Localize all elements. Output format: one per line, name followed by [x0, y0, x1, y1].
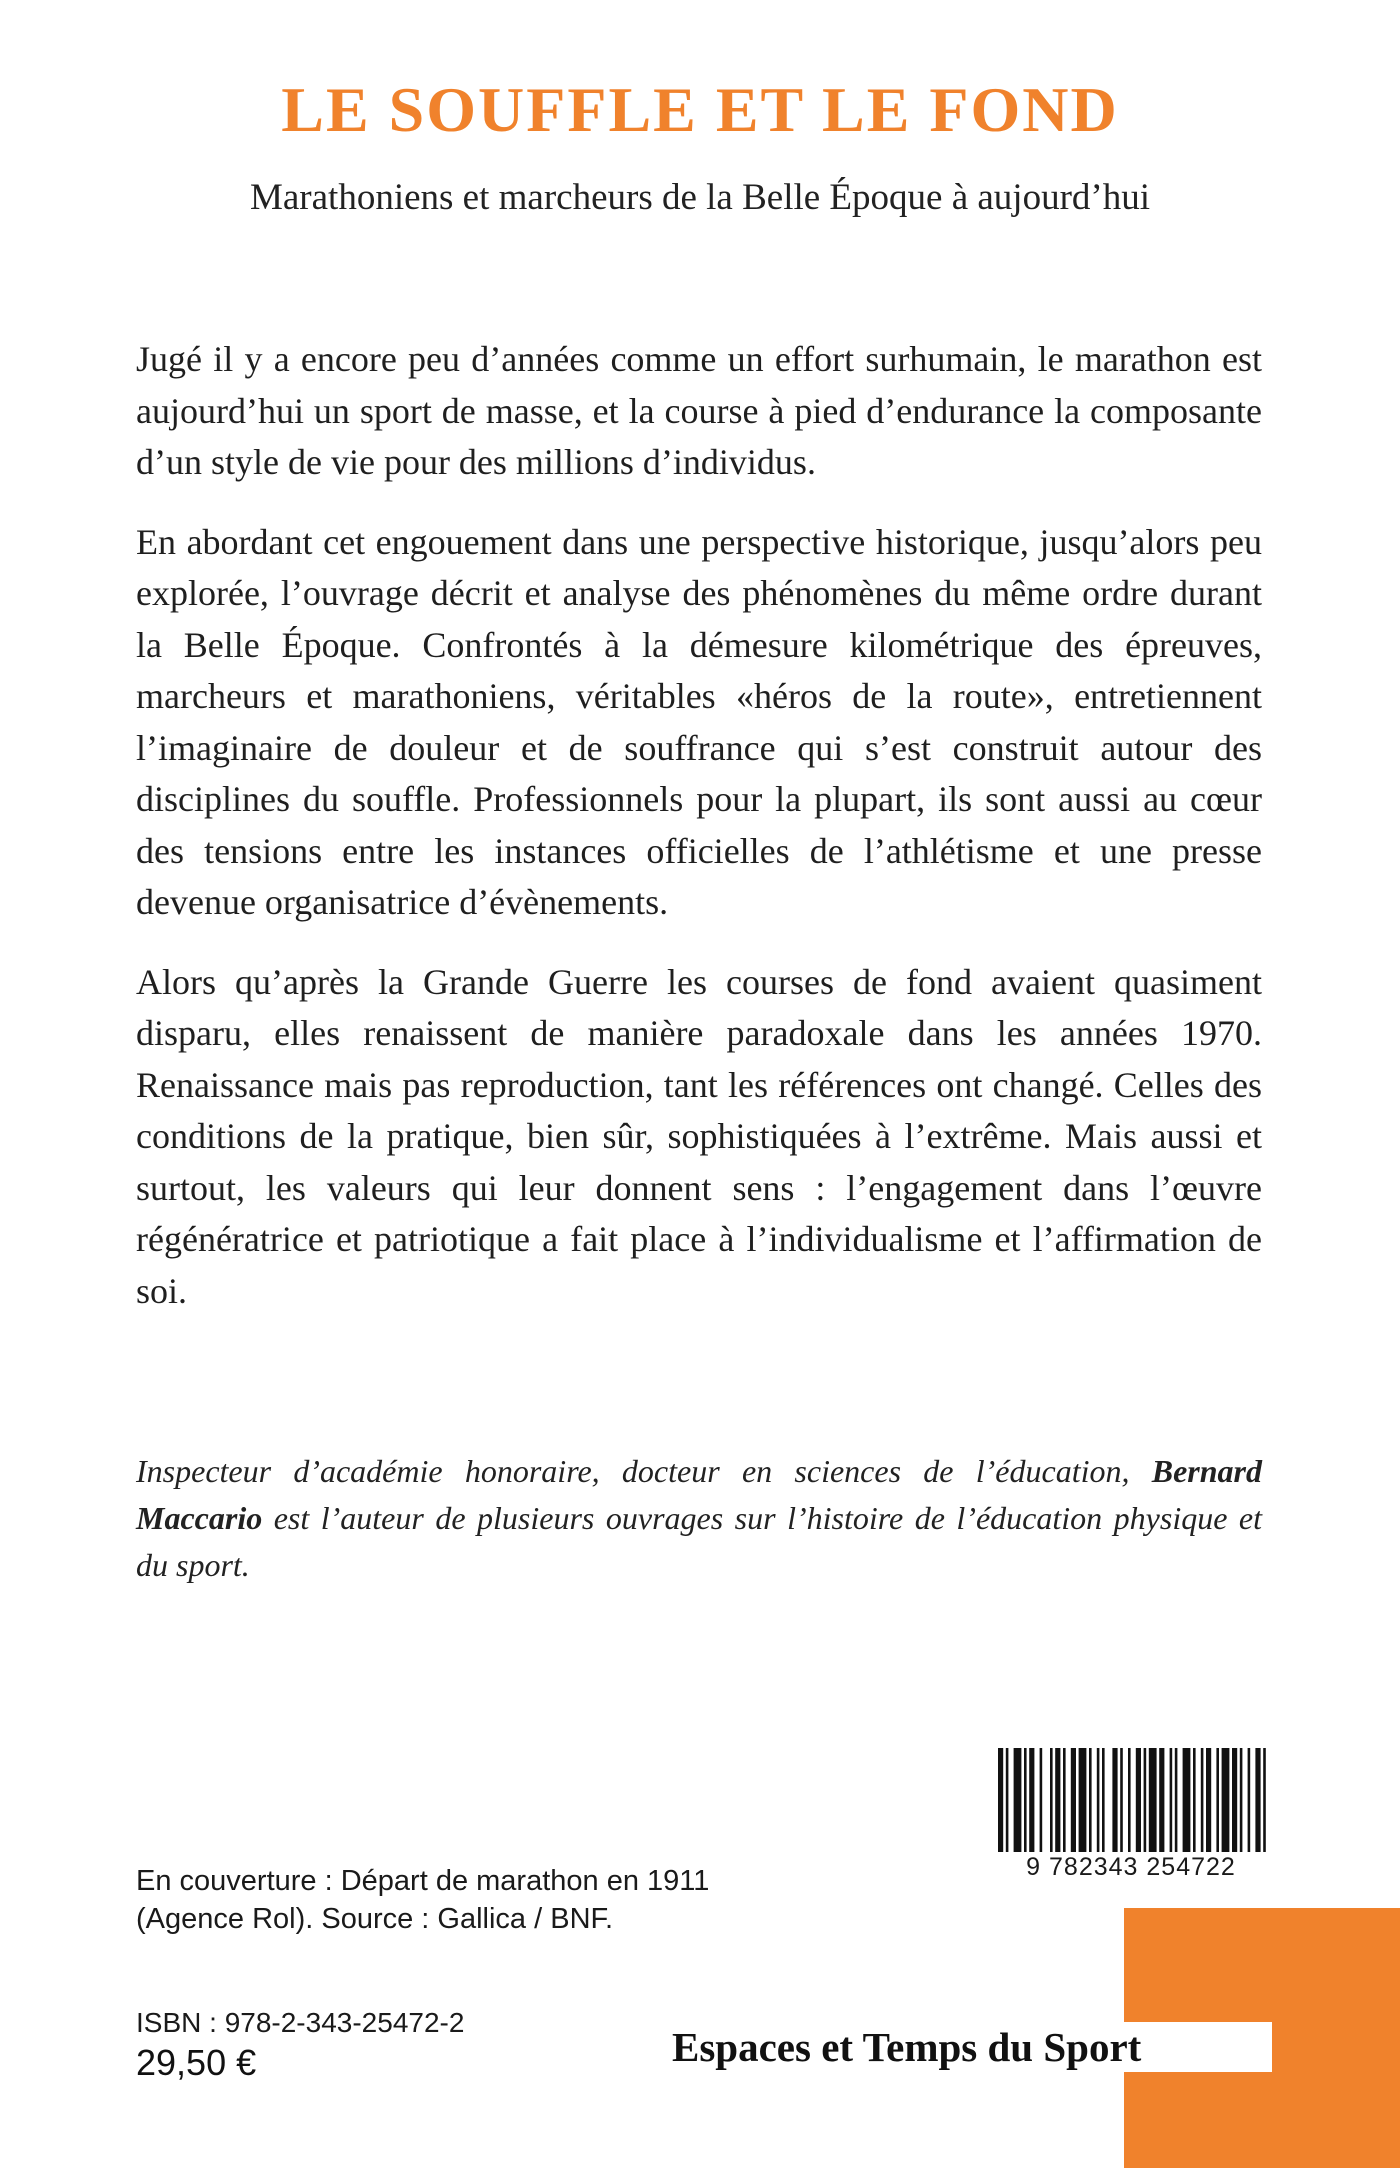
- barcode-number: 9 782343 254722: [990, 1852, 1272, 1882]
- author-name: Bernard Maccario: [136, 1453, 1262, 1536]
- barcode-bar: [1255, 1748, 1260, 1852]
- barcode-bar: [1128, 1748, 1131, 1852]
- barcode-bar: [1063, 1748, 1066, 1852]
- book-subtitle: Marathoniens et marcheurs de la Belle Époque à aujourd’hui: [249, 177, 1150, 218]
- author-bio-rest: est l’auteur de plusieurs ouvrages sur l’histoire de l’éducation physique et du sport.: [136, 1500, 1262, 1583]
- barcode-bar: [1120, 1748, 1123, 1852]
- author-bio: [136, 1448, 1262, 1589]
- barcode-bar: [1040, 1748, 1043, 1852]
- barcode-bar: [1055, 1748, 1060, 1852]
- barcode-bar: [1050, 1748, 1053, 1852]
- barcode-bar: [1263, 1748, 1266, 1852]
- barcode-bar: [1232, 1748, 1237, 1852]
- barcode-bar: [1089, 1748, 1092, 1852]
- barcode-bar: [1206, 1748, 1211, 1852]
- author-bio-intro: Inspecteur d’académie honoraire, docteur en sciences de l’éducation,: [136, 1453, 1152, 1489]
- price: 29,50 €: [136, 2042, 257, 2083]
- cover-credit-line: En couverture : Départ de marathon en 1911: [136, 1865, 710, 1897]
- isbn: ISBN : 978-2-343-25472-2: [136, 2007, 465, 2038]
- barcode-bar: [1102, 1748, 1105, 1852]
- barcode-bar: [1175, 1748, 1178, 1852]
- cover-credit-line: (Agence Rol). Source : Gallica / BNF.: [136, 1903, 614, 1935]
- back-cover-blurb: [136, 334, 1262, 1345]
- barcode-bar: [998, 1748, 1003, 1852]
- blurb-paragraph: Alors qu’après la Grande Guerre les courses de fond avaient quasiment disparu, elles renaissent de manière paradoxale dans les années 1970. Renaissance mais pas reproduction, tant les références ont changé. Celles des conditions de la pratique, bien sûr, sophistiquées à l’extrême. Mais aussi et surtout, les valeurs qui leur donnent sens : l’engagement dans l’œuvre régénératrice et patriotique a fait place à l’individualisme et l’affirmation de soi.: [136, 961, 1262, 1311]
- barcode-bar: [1193, 1748, 1196, 1852]
- barcode-bar: [1222, 1748, 1230, 1852]
- barcode-bar: [1149, 1748, 1157, 1852]
- barcode-bar: [1144, 1748, 1147, 1852]
- barcode-bar: [1240, 1748, 1243, 1852]
- barcode-bar: [1006, 1748, 1009, 1852]
- barcode-bar: [1136, 1748, 1141, 1852]
- barcode-bar: [1029, 1748, 1034, 1852]
- barcode-bars: [990, 1748, 1272, 1852]
- barcode-bar: [1079, 1748, 1087, 1852]
- series-name: Espaces et Temps du Sport: [672, 2022, 1272, 2072]
- barcode-bar: [1097, 1748, 1100, 1852]
- cover-credit: [136, 1862, 709, 1938]
- barcode-bar: [1024, 1748, 1027, 1852]
- barcode-bar: [1071, 1748, 1076, 1852]
- barcode-bar: [1112, 1748, 1117, 1852]
- barcode-bar: [1201, 1748, 1204, 1852]
- barcode-bar: [1014, 1748, 1022, 1852]
- blurb-paragraph: En abordant cet engouement dans une perspective historique, jusqu’alors peu explorée, l’ouvrage décrit et analyse des phénomènes du même ordre durant la Belle Époque. Confrontés à la démesure kilométrique des épreuves, marcheurs et marathoniens, véritables «héros de la route», entretiennent l’imaginaire de douleur et de souffrance qui s’est construit autour des disciplines du souffle. Professionnels pour la plupart, ils sont aussi au cœur des tensions entre les instances officielles de l’athlétisme et une presse devenue organisatrice d’évènements.: [136, 521, 1262, 922]
- barcode-bar: [1216, 1748, 1219, 1852]
- barcode-bar: [1248, 1748, 1251, 1852]
- barcode-bar: [1159, 1748, 1164, 1852]
- book-title: LE SOUFFLE ET LE FOND: [281, 74, 1119, 145]
- barcode-bar: [1170, 1748, 1173, 1852]
- barcode-bar: [1183, 1748, 1191, 1852]
- blurb-paragraph: Jugé il y a encore peu d’années comme un effort surhumain, le marathon est aujourd’hui un sport de masse, et la course à pied d’endurance la composante d’un style de vie pour des millions d’individus.: [136, 339, 1262, 482]
